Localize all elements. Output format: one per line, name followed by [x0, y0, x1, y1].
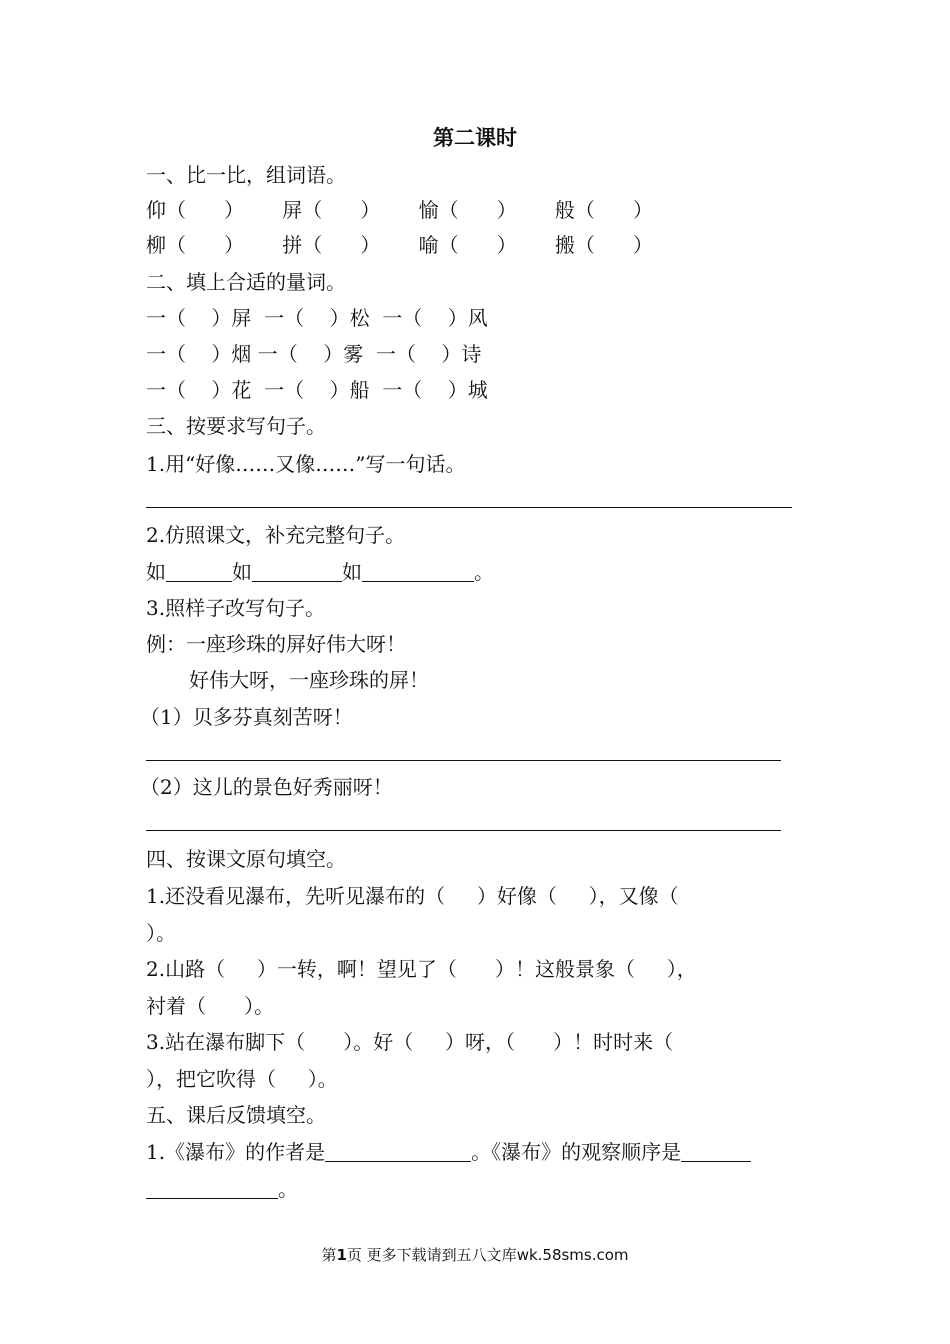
- section5-heading: 五、课后反馈填空。: [146, 1103, 326, 1127]
- section3-q1: 1.用“好像……又像……”写一句话。: [146, 452, 466, 476]
- q2-blank-1[interactable]: [166, 561, 232, 582]
- section1-row1: 仰（ ） 屏（ ） 愉（ ） 般（ ）: [146, 198, 654, 222]
- section2-row2: 一（ ）烟 一（ ）雾 一（ ）诗: [146, 342, 482, 366]
- section4-q3-line1: 3.站在瀑布脚下（ ）。好（ ）呀，（ ）！时时来（: [146, 1030, 674, 1054]
- section4-q1-line1: 1.还没看见瀑布，先听见瀑布的（ ）好像（ ），又像（: [146, 884, 679, 908]
- section5-q1-line1: [146, 1139, 751, 1165]
- order-blank-1[interactable]: [681, 1141, 751, 1162]
- page-footer: [0, 1244, 950, 1265]
- section3-item1: （1）贝多芬真刻苦呀！: [140, 705, 353, 729]
- example-sentence: 例：一座珍珠的屏好伟大呀！: [146, 632, 406, 656]
- q2-part-4: 。: [474, 560, 494, 584]
- section2-row1: 一（ ）屏 一（ ）松 一（ ）风: [146, 306, 488, 330]
- q5-part-1: 1.《瀑布》的作者是: [146, 1140, 326, 1164]
- footer-site-link[interactable]: wk.58sms.com: [516, 1246, 629, 1264]
- answer-line-q1[interactable]: [146, 507, 792, 508]
- example-answer: 好伟大呀，一座珍珠的屏！: [189, 668, 429, 692]
- section4-q3-line2: ），把它吹得（ ）。: [146, 1067, 338, 1091]
- q2-part-3: 如: [342, 560, 362, 584]
- section4-heading: 四、按课文原句填空。: [146, 847, 346, 871]
- q2-blank-2[interactable]: [252, 561, 342, 582]
- section4-q2-line1: 2.山路（ ）一转，啊！望见了（ ）！这般景象（ ），: [146, 957, 697, 981]
- footer-middle: 页 更多下载请到五八文库: [346, 1246, 517, 1264]
- section3-item2: （2）这儿的景色好秀丽呀！: [140, 775, 393, 799]
- section2-row3: 一（ ）花 一（ ）船 一（ ）城: [146, 378, 488, 402]
- author-blank[interactable]: [325, 1141, 471, 1162]
- answer-line-item1[interactable]: [146, 760, 781, 761]
- section3-q3: 3.照样子改写句子。: [146, 596, 326, 620]
- footer-page-number: 1: [336, 1246, 347, 1264]
- q2-part-2: 如: [232, 560, 252, 584]
- section3-heading: 三、按要求写句子。: [146, 414, 326, 438]
- section3-q2-sentence: [146, 559, 494, 585]
- q5-part-2: 。《瀑布》的观察顺序是: [471, 1140, 682, 1164]
- order-blank-2[interactable]: [146, 1178, 278, 1199]
- section5-q1-line2: [146, 1176, 298, 1202]
- q2-blank-3[interactable]: [362, 561, 474, 582]
- section2-heading: 二、填上合适的量词。: [146, 270, 346, 294]
- footer-prefix: 第: [321, 1246, 337, 1264]
- section1-row2: 柳（ ） 拼（ ） 喻（ ） 搬（ ）: [146, 233, 654, 257]
- section1-heading: 一、比一比，组词语。: [146, 163, 346, 187]
- q2-part-1: 如: [146, 560, 166, 584]
- section3-q2: 2.仿照课文，补充完整句子。: [146, 523, 406, 547]
- answer-line-item2[interactable]: [146, 830, 781, 831]
- section4-q2-line2: 衬着（ ）。: [146, 994, 275, 1018]
- page-title: 第二课时: [433, 126, 517, 150]
- section4-q1-line2: ）。: [146, 921, 176, 945]
- q5-end: 。: [278, 1177, 298, 1201]
